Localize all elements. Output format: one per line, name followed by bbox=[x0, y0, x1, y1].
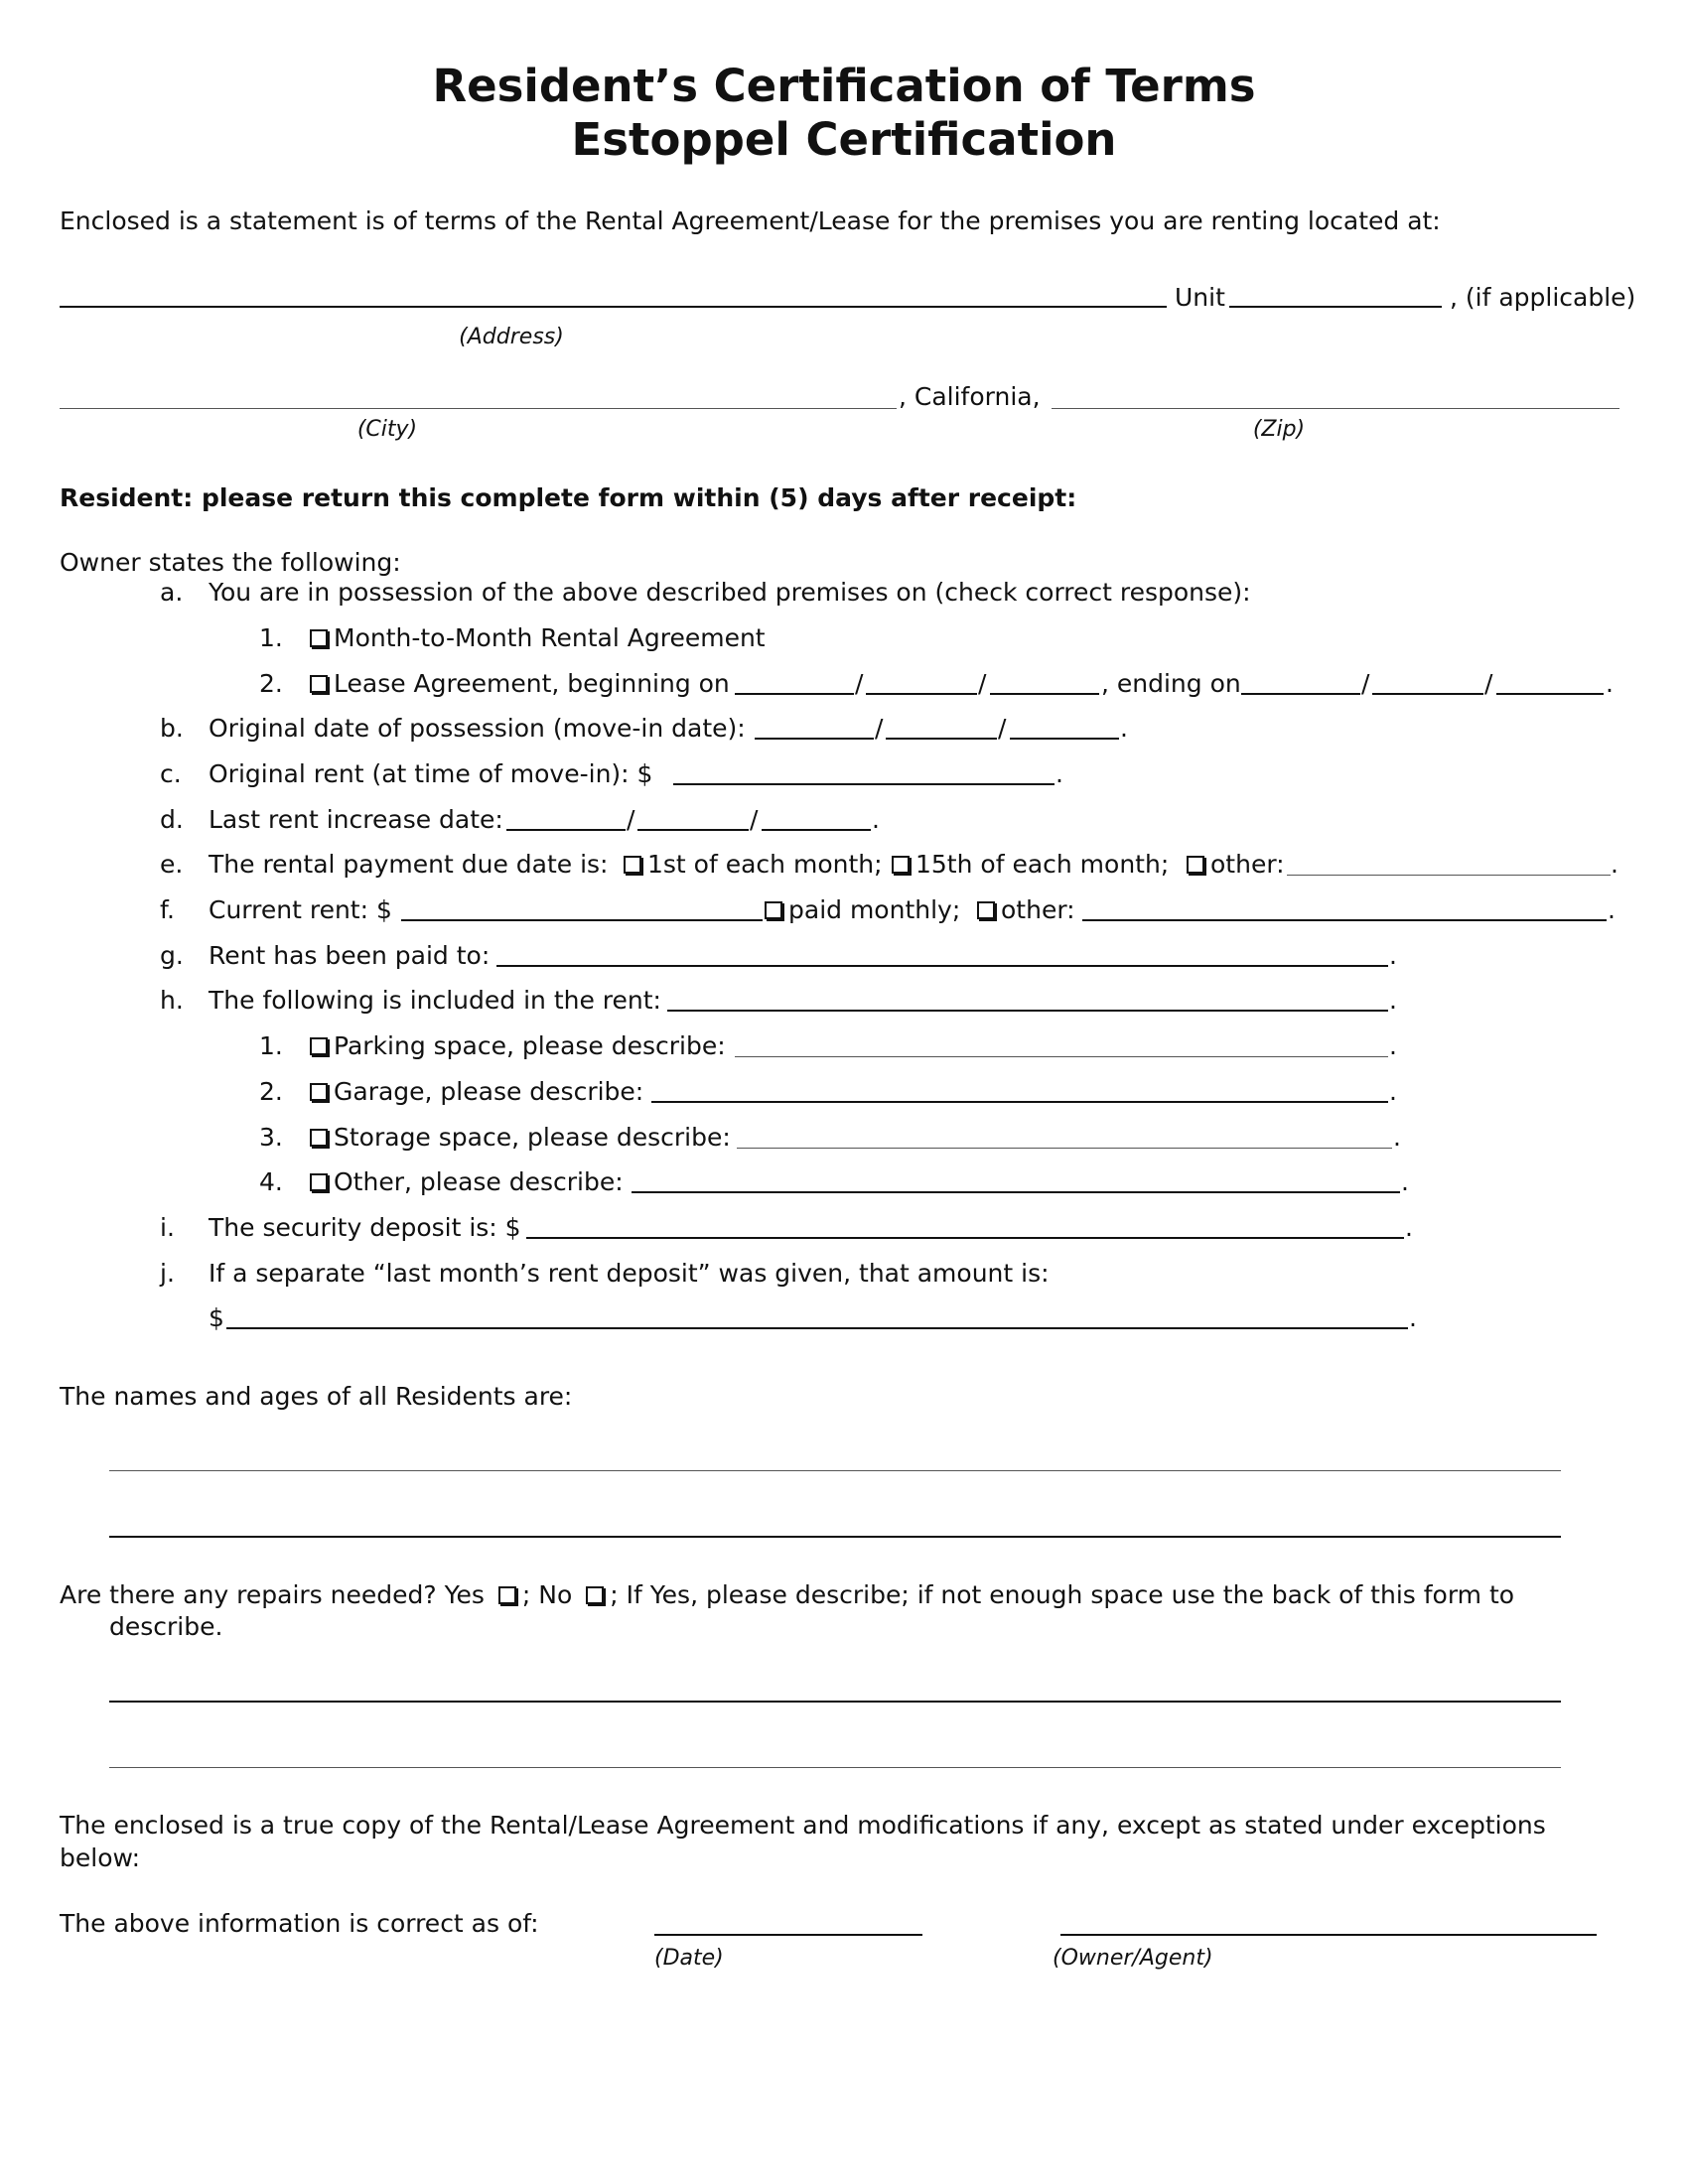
ending-on-text: , ending on bbox=[1101, 669, 1241, 698]
item-h-letter: h. bbox=[160, 986, 184, 1015]
rent-other-option[interactable] bbox=[977, 895, 1075, 924]
increase-year-line[interactable] bbox=[762, 829, 871, 831]
period-text: . bbox=[1120, 714, 1128, 743]
item-j-letter: j. bbox=[160, 1259, 175, 1288]
names-line-1[interactable] bbox=[109, 1470, 1561, 1471]
included-in-rent-line[interactable] bbox=[667, 1010, 1388, 1012]
repairs-question bbox=[60, 1580, 1514, 1609]
period-text: . bbox=[1611, 850, 1618, 879]
movein-year-line[interactable] bbox=[1010, 738, 1119, 740]
due-other-line[interactable] bbox=[1287, 875, 1611, 876]
item-e-text: The rental payment due date is: bbox=[209, 850, 609, 879]
item-a1-num: 1. bbox=[259, 623, 283, 652]
parking-option[interactable] bbox=[310, 1031, 726, 1060]
item-h2-num: 2. bbox=[259, 1077, 283, 1106]
due-1st-text: 1st of each month; bbox=[647, 850, 883, 879]
due-15th-option[interactable] bbox=[892, 850, 1169, 879]
storage-option[interactable] bbox=[310, 1123, 731, 1152]
checkbox-icon[interactable] bbox=[1187, 856, 1204, 874]
checkbox-icon[interactable] bbox=[765, 901, 782, 919]
item-b-letter: b. bbox=[160, 714, 184, 743]
security-deposit-line[interactable] bbox=[526, 1237, 1404, 1239]
slash-text: / bbox=[875, 714, 884, 743]
other-included-text: Other, please describe: bbox=[334, 1167, 624, 1196]
california-text: , California, bbox=[899, 382, 1041, 411]
page-subtitle: Estoppel Certification bbox=[571, 113, 1117, 166]
item-a2-text: Lease Agreement, beginning on bbox=[334, 669, 730, 698]
checkbox-icon[interactable] bbox=[310, 629, 328, 647]
unit-label: Unit bbox=[1175, 283, 1225, 312]
due-other-text: other: bbox=[1210, 850, 1285, 879]
lease-begin-month-line[interactable] bbox=[735, 693, 854, 695]
item-b-text: Original date of possession (move-in date): bbox=[209, 714, 746, 743]
item-h4-num: 4. bbox=[259, 1167, 283, 1196]
other-included-option[interactable] bbox=[310, 1167, 624, 1196]
storage-line[interactable] bbox=[737, 1148, 1392, 1149]
checkbox-icon[interactable] bbox=[310, 1129, 328, 1147]
period-text: . bbox=[1606, 669, 1614, 698]
item-h1-num: 1. bbox=[259, 1031, 283, 1060]
slash-text: / bbox=[1361, 669, 1370, 698]
slash-text: / bbox=[998, 714, 1007, 743]
repairs-describe-text: describe. bbox=[109, 1612, 223, 1641]
checkbox-icon[interactable] bbox=[977, 901, 995, 919]
date-signature-line[interactable] bbox=[654, 1934, 922, 1936]
rent-other-text: other: bbox=[1001, 895, 1075, 924]
due-1st-option[interactable] bbox=[624, 850, 883, 879]
slash-text: / bbox=[978, 669, 987, 698]
owner-agent-caption: (Owner/Agent) bbox=[1053, 1946, 1213, 1971]
slash-text: / bbox=[855, 669, 864, 698]
zip-caption: (Zip) bbox=[1252, 417, 1306, 442]
item-g-text: Rent has been paid to: bbox=[209, 941, 491, 970]
rent-paid-to-line[interactable] bbox=[496, 965, 1388, 967]
period-text: . bbox=[1055, 759, 1063, 788]
parking-line[interactable] bbox=[735, 1056, 1388, 1057]
storage-text: Storage space, please describe: bbox=[334, 1123, 731, 1152]
zip-field-line[interactable] bbox=[1052, 408, 1619, 409]
increase-day-line[interactable] bbox=[637, 829, 749, 831]
names-line-2[interactable] bbox=[109, 1536, 1561, 1538]
city-caption: (City) bbox=[356, 417, 418, 442]
other-included-line[interactable] bbox=[632, 1191, 1400, 1193]
checkbox-icon[interactable] bbox=[310, 1037, 328, 1055]
intro-text: Enclosed is a statement is of terms of the Rental Agreement/Lease for the premises you are renting located at: bbox=[60, 206, 1441, 235]
period-text: . bbox=[1401, 1167, 1409, 1196]
due-15th-text: 15th of each month; bbox=[915, 850, 1170, 879]
paid-monthly-text: paid monthly; bbox=[788, 895, 961, 924]
garage-line[interactable] bbox=[651, 1101, 1388, 1103]
current-rent-line[interactable] bbox=[401, 919, 763, 921]
repairs-no-text: ; No bbox=[521, 1580, 573, 1609]
item-f-letter: f. bbox=[160, 895, 175, 924]
item-g-letter: g. bbox=[160, 941, 184, 970]
item-a-text: You are in possession of the above described premises on (check correct response): bbox=[209, 578, 1251, 607]
item-a-letter: a. bbox=[160, 578, 184, 607]
repairs-rest-text: ; If Yes, please describe; if not enough space use the back of this form to bbox=[610, 1580, 1515, 1609]
item-i-letter: i. bbox=[160, 1213, 175, 1242]
item-a1-option[interactable] bbox=[310, 623, 766, 652]
item-a2-option[interactable] bbox=[310, 669, 730, 698]
paid-monthly-option[interactable] bbox=[765, 895, 960, 924]
address-caption: (Address) bbox=[459, 325, 564, 349]
item-h3-num: 3. bbox=[259, 1123, 283, 1152]
item-h-text: The following is included in the rent: bbox=[209, 986, 661, 1015]
date-caption: (Date) bbox=[654, 1946, 724, 1971]
item-f-text: Current rent: $ bbox=[209, 895, 392, 924]
item-c-letter: c. bbox=[160, 759, 182, 788]
garage-option[interactable] bbox=[310, 1077, 643, 1106]
repairs-line-2[interactable] bbox=[109, 1767, 1561, 1768]
item-c-text: Original rent (at time of move-in): $ bbox=[209, 759, 653, 788]
rent-other-line[interactable] bbox=[1082, 919, 1607, 921]
original-rent-line[interactable] bbox=[673, 783, 1055, 785]
lease-begin-day-line[interactable] bbox=[866, 693, 977, 695]
city-field-line[interactable] bbox=[60, 408, 897, 409]
no-checkbox-icon[interactable] bbox=[586, 1586, 604, 1604]
period-text: . bbox=[1405, 1213, 1413, 1242]
lease-begin-year-line[interactable] bbox=[990, 693, 1099, 695]
return-instruction: Resident: please return this complete form within (5) days after receipt: bbox=[60, 483, 1077, 512]
period-text: . bbox=[1389, 986, 1397, 1015]
lease-end-year-line[interactable] bbox=[1496, 693, 1604, 695]
lease-end-month-line[interactable] bbox=[1241, 693, 1360, 695]
owner-states-text: Owner states the following: bbox=[60, 548, 401, 577]
garage-text: Garage, please describe: bbox=[334, 1077, 644, 1106]
movein-month-line[interactable] bbox=[755, 738, 874, 740]
period-text: . bbox=[1389, 941, 1397, 970]
checkbox-icon[interactable] bbox=[310, 675, 328, 693]
checkbox-icon[interactable] bbox=[624, 856, 641, 874]
lease-end-day-line[interactable] bbox=[1372, 693, 1483, 695]
slash-text: / bbox=[750, 805, 759, 834]
slash-text: / bbox=[1484, 669, 1493, 698]
slash-text: / bbox=[627, 805, 635, 834]
dollar-sign: $ bbox=[209, 1303, 224, 1332]
due-other-option[interactable] bbox=[1187, 850, 1285, 879]
last-month-deposit-line[interactable] bbox=[226, 1327, 1408, 1329]
correct-as-of-text: The above information is correct as of: bbox=[60, 1909, 539, 1938]
period-text: . bbox=[1389, 1031, 1397, 1060]
checkbox-icon[interactable] bbox=[892, 856, 910, 874]
increase-month-line[interactable] bbox=[506, 829, 626, 831]
period-text: . bbox=[872, 805, 880, 834]
item-e-letter: e. bbox=[160, 850, 184, 879]
period-text: . bbox=[1393, 1123, 1401, 1152]
period-text: . bbox=[1389, 1077, 1397, 1106]
item-a1-text: Month-to-Month Rental Agreement bbox=[334, 623, 766, 652]
true-copy-text-2: below: bbox=[60, 1843, 140, 1872]
item-a2-num: 2. bbox=[259, 669, 283, 698]
item-d-text: Last rent increase date: bbox=[209, 805, 503, 834]
if-applicable-text: , (if applicable) bbox=[1450, 283, 1636, 312]
unit-field-line[interactable] bbox=[1229, 306, 1442, 308]
item-d-letter: d. bbox=[160, 805, 184, 834]
item-i-text: The security deposit is: $ bbox=[209, 1213, 521, 1242]
owner-signature-line[interactable] bbox=[1060, 1934, 1597, 1936]
yes-checkbox-icon[interactable] bbox=[498, 1586, 516, 1604]
page-title: Resident’s Certification of Terms bbox=[432, 60, 1256, 112]
true-copy-text: The enclosed is a true copy of the Rental/Lease Agreement and modifications if any, except as stated under exceptions bbox=[60, 1811, 1546, 1840]
parking-text: Parking space, please describe: bbox=[334, 1031, 726, 1060]
period-text: . bbox=[1409, 1303, 1417, 1332]
address-field-line[interactable] bbox=[60, 306, 1167, 308]
period-text: . bbox=[1608, 895, 1616, 924]
checkbox-icon[interactable] bbox=[310, 1173, 328, 1191]
repairs-line-1[interactable] bbox=[109, 1701, 1561, 1703]
item-j-text: If a separate “last month’s rent deposit” was given, that amount is: bbox=[209, 1259, 1050, 1288]
movein-day-line[interactable] bbox=[886, 738, 997, 740]
names-prompt: The names and ages of all Residents are: bbox=[60, 1382, 573, 1411]
repairs-text: Are there any repairs needed? Yes bbox=[60, 1580, 485, 1609]
checkbox-icon[interactable] bbox=[310, 1083, 328, 1101]
